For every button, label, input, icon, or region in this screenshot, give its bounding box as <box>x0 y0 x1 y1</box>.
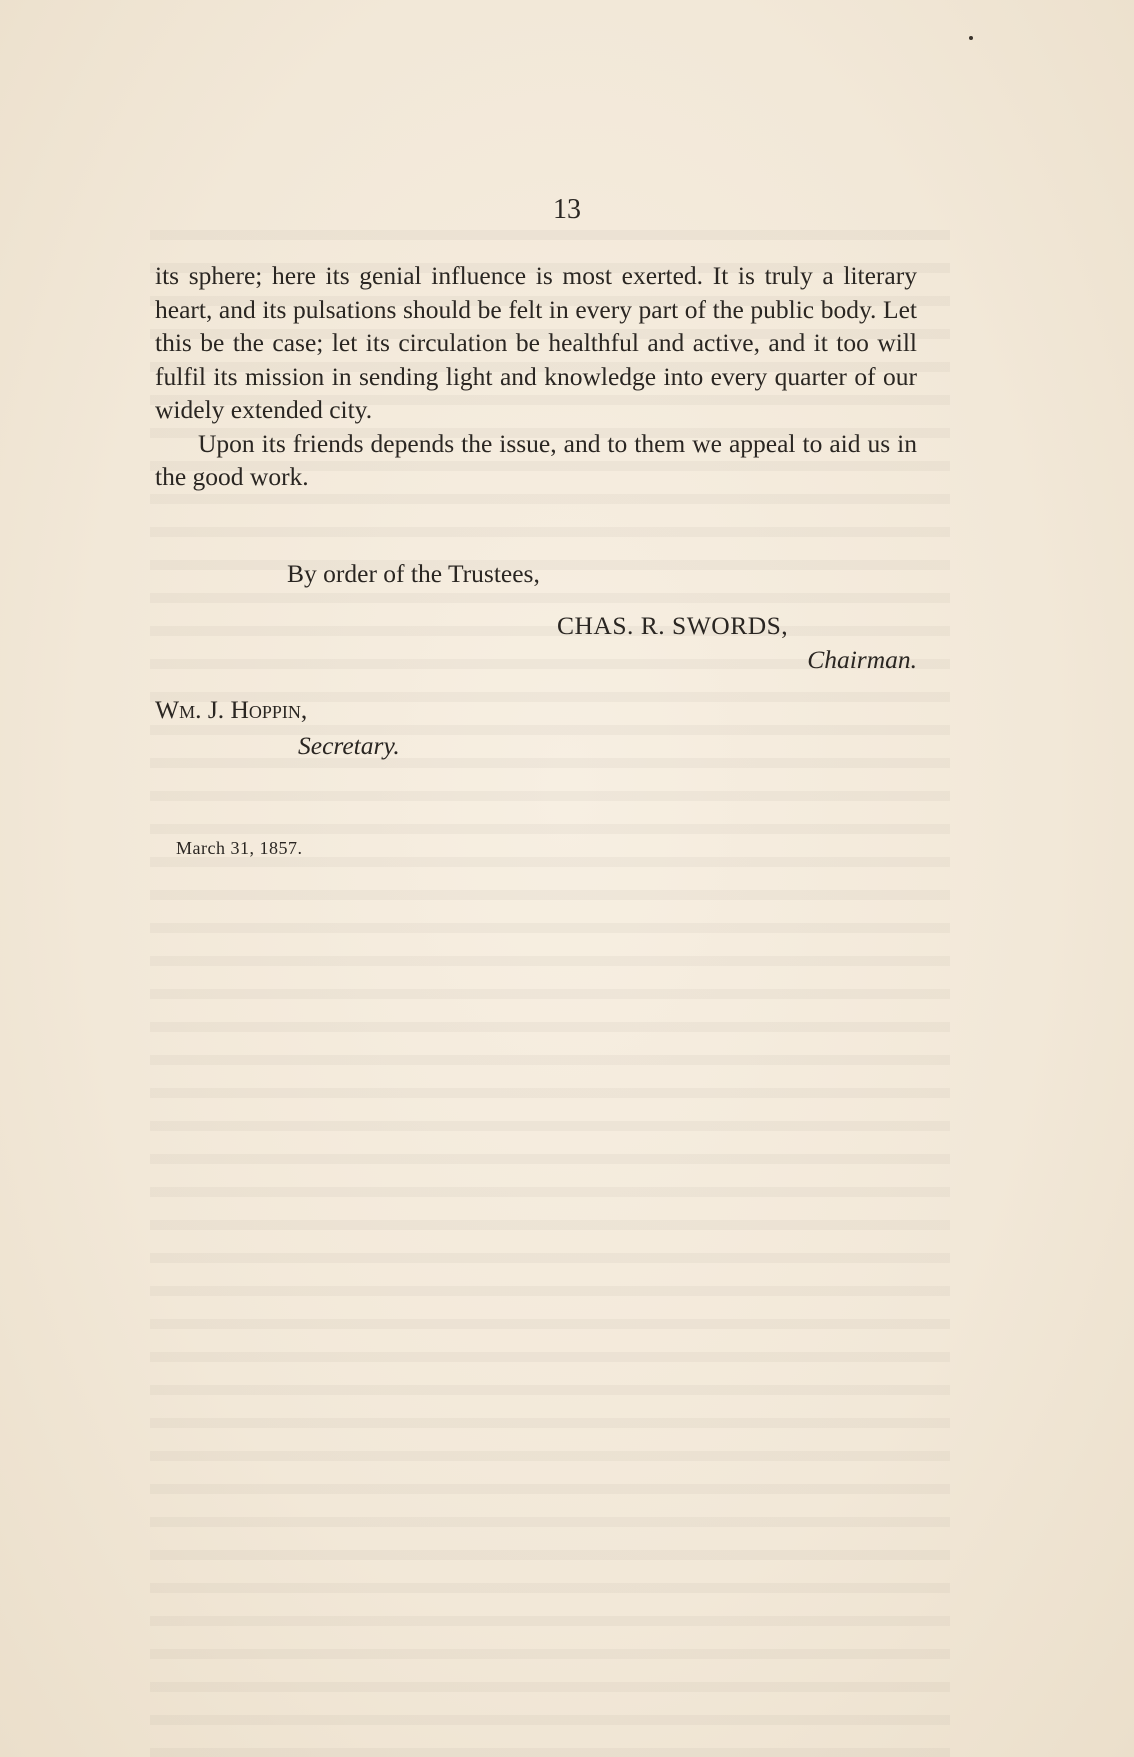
paper-speck <box>969 36 973 40</box>
secretary-name: Wm. J. Hoppin, <box>155 695 308 724</box>
chairman-title: Chairman. <box>807 645 917 674</box>
order-line: By order of the Trustees, <box>287 559 540 588</box>
paragraph-1: its sphere; here its genial influence is most exerted. It is truly a literary heart, and its pulsations should be felt in every part of the public body. Let this be the case; let its circulation be healthful and active, and it too will fulfil its mission in sending light and knowledge into every quarter of our widely extended city. <box>155 261 917 424</box>
paragraph-2: Upon its friends depends the issue, and to them we appeal to aid us in the good work. <box>155 428 917 491</box>
secretary-title: Secretary. <box>298 731 400 760</box>
chairman-name: CHAS. R. SWORDS, <box>557 611 789 640</box>
date-line: March 31, 1857. <box>176 838 303 858</box>
page-number: 13 <box>553 194 581 225</box>
body-text <box>155 259 917 494</box>
